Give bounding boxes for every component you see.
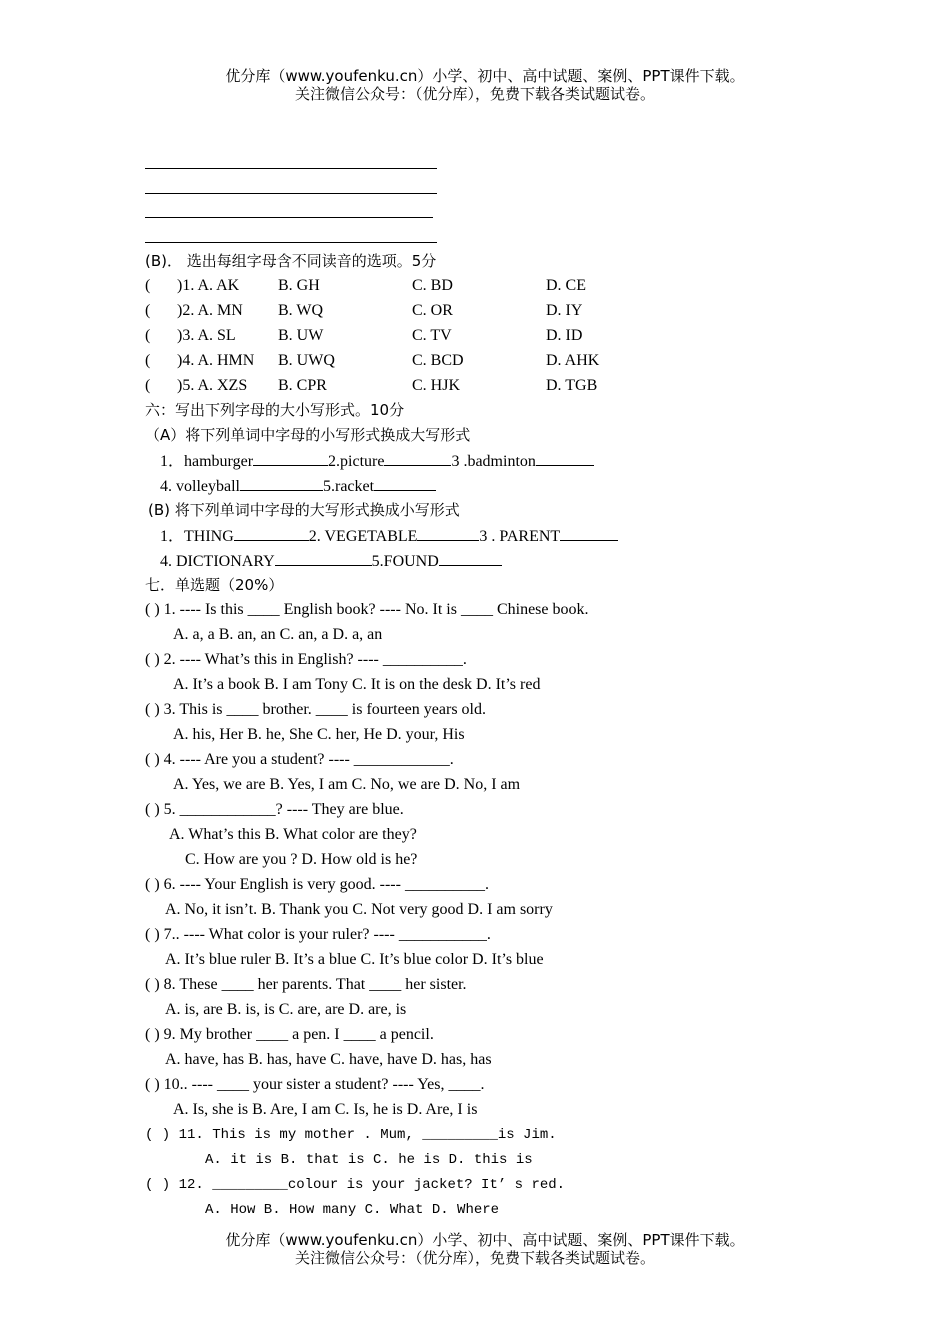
question-7-options: A. It’s blue ruler B. It’s a blue C. It’s blue color D. It’s blue	[165, 951, 544, 968]
question-9-stem: ( ) 9. My brother ____ a pen. I ____ a pencil.	[145, 1026, 434, 1043]
question-5-options-1: A. What’s this B. What color are they?	[169, 826, 417, 843]
blank-6b-1[interactable]	[234, 526, 309, 541]
question-10-options: A. Is, she is B. Are, I am C. Is, he is D. Are, I is	[173, 1101, 478, 1118]
section-6b-title: (B) 将下列单词中字母的大写形式换成小写形式	[148, 501, 460, 519]
section-b-title: (B)． 选出每组字母含不同读音的选项。5分	[145, 252, 437, 270]
question-10-stem: ( ) 10.. ---- ____ your sister a student? ---- Yes, ____.	[145, 1076, 485, 1093]
question-12-stem: ( ) 12. _________colour is your jacket? It’ s red.	[145, 1177, 566, 1193]
blank-6a-3[interactable]	[536, 451, 594, 466]
question-5-options-2: C. How are you ? D. How old is he?	[185, 851, 418, 868]
question-5-stem: ( ) 5. ____________? ---- They are blue.	[145, 801, 404, 818]
section-6b-line-1: 1．THING 2. VEGETABLE 3 . PARENT	[160, 526, 618, 547]
question-3-stem: ( ) 3. This is ____ brother. ____ is fourteen years old.	[145, 701, 486, 718]
footer-line-2: 关注微信公众号：（优分库），免费下载各类试题试卷。	[294, 1249, 655, 1267]
section-7-title: 七．单选题（20%）	[145, 576, 284, 594]
question-7-stem: ( ) 7.. ---- What color is your ruler? ---- ___________.	[145, 926, 491, 943]
blank-6b-4[interactable]	[275, 551, 372, 566]
question-3-options: A. his, Her B. he, She C. her, He D. your, His	[173, 726, 465, 743]
question-1-stem: ( ) 1. ---- Is this ____ English book? ---- No. It is ____ Chinese book.	[145, 601, 589, 618]
blank-6a-4[interactable]	[240, 476, 323, 491]
page-footer	[0, 1231, 950, 1267]
blank-6b-3[interactable]	[560, 526, 618, 541]
blank-6a-5[interactable]	[374, 476, 436, 491]
question-9-options: A. have, has B. has, have C. have, have D. has, has	[165, 1051, 492, 1068]
section-6a-line-1: 1．hamburger 2.picture 3 .badminton	[160, 451, 594, 472]
page-header	[0, 67, 950, 103]
question-11-stem: ( ) 11. This is my mother . Mum, _________is Jim.	[145, 1127, 557, 1143]
blank-6a-1[interactable]	[253, 451, 328, 466]
blank-6a-2[interactable]	[384, 451, 451, 466]
section-b-item-4: ( )4. A. HMN B. UWQ C. BCD D. AHK	[145, 352, 600, 369]
footer-line-1: 优分库（www.youfenku.cn）小学、初中、高中试题、案例、PPT课件下载。	[225, 1231, 745, 1249]
question-8-options: A. is, are B. is, is C. are, are D. are, is	[165, 1001, 407, 1018]
question-4-options: A. Yes, we are B. Yes, I am C. No, we are D. No, I am	[173, 776, 521, 793]
question-2-options: A. It’s a book B. I am Tony C. It is on the desk D. It’s red	[173, 676, 541, 693]
question-12-options: A. How B. How many C. What D. Where	[205, 1202, 500, 1218]
answer-line-4[interactable]	[145, 242, 437, 243]
question-2-stem: ( ) 2. ---- What’s this in English? ---- __________.	[145, 651, 467, 668]
section-b-item-2: ( )2. A. MN B. WQ C. OR D. IY	[145, 302, 583, 319]
blank-6b-5[interactable]	[439, 551, 502, 566]
blank-6b-2[interactable]	[417, 526, 479, 541]
question-1-options: A. a, a B. an, an C. an, a D. a, an	[173, 626, 383, 643]
section-b-item-1: ( )1. A. AK B. GH C. BD D. CE	[145, 277, 586, 294]
section-b-item-5: ( )5. A. XZS B. CPR C. HJK D. TGB	[145, 377, 598, 394]
question-4-stem: ( ) 4. ---- Are you a student? ---- ____________.	[145, 751, 454, 768]
section-6a-title: （A）将下列单词中字母的小写形式换成大写形式	[145, 426, 471, 444]
section-6a-line-2: 4. volleyball 5.racket	[160, 476, 436, 497]
answer-line-1[interactable]	[145, 168, 437, 169]
question-6-stem: ( ) 6. ---- Your English is very good. ---- __________.	[145, 876, 489, 893]
answer-line-2[interactable]	[145, 193, 437, 194]
header-line-2: 关注微信公众号：（优分库），免费下载各类试题试卷。	[294, 85, 655, 103]
question-8-stem: ( ) 8. These ____ her parents. That ____ her sister.	[145, 976, 467, 993]
section-6-title: 六：写出下列字母的大小写形式。10分	[145, 401, 405, 419]
header-line-1: 优分库（www.youfenku.cn）小学、初中、高中试题、案例、PPT课件下载。	[225, 67, 745, 85]
section-6b-line-2: 4. DICTIONARY 5.FOUND	[160, 551, 502, 572]
answer-line-3[interactable]	[145, 217, 433, 218]
question-6-options: A. No, it isn’t. B. Thank you C. Not very good D. I am sorry	[165, 901, 553, 918]
section-b-item-3: ( )3. A. SL B. UW C. TV D. ID	[145, 327, 583, 344]
question-11-options: A. it is B. that is C. he is D. this is	[205, 1152, 533, 1168]
